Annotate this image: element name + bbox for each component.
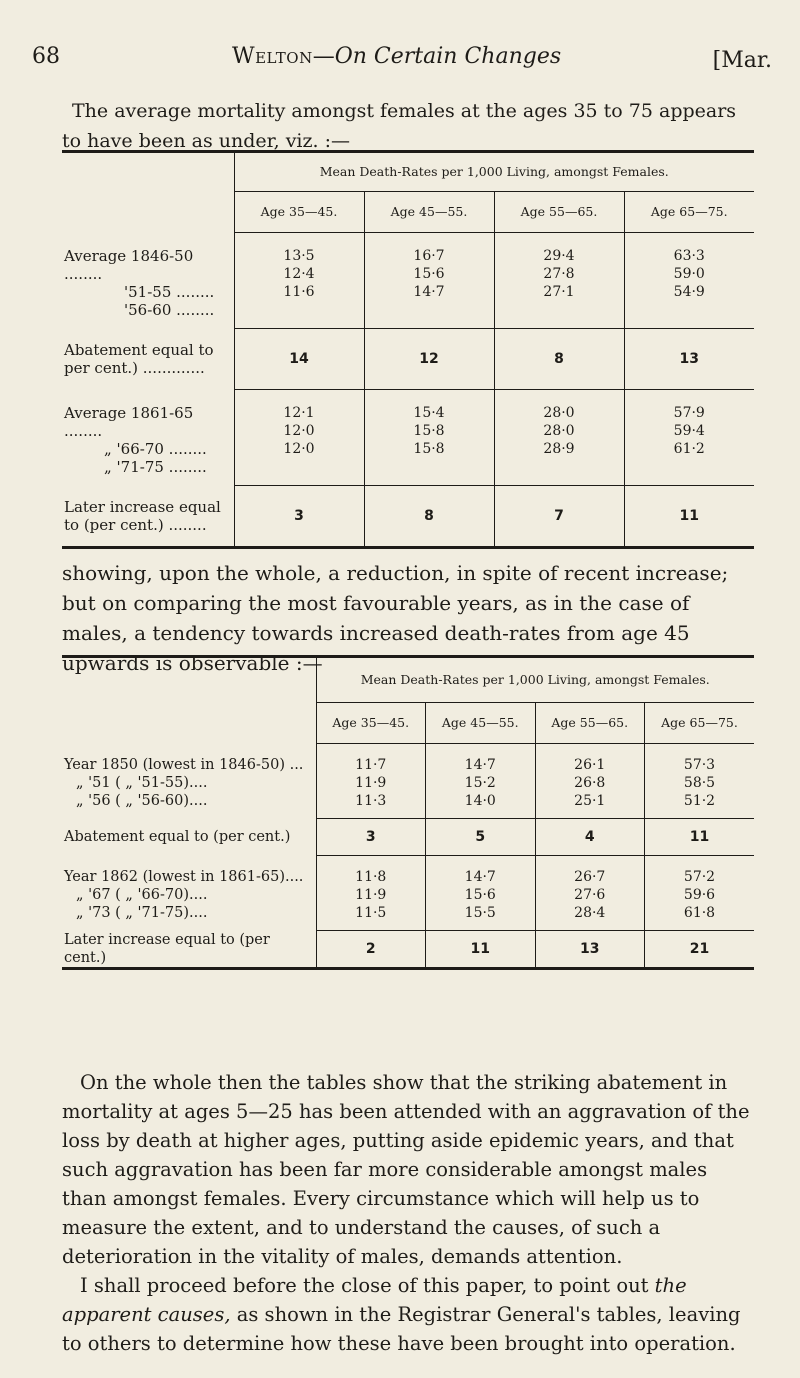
cell-value: 11 <box>624 486 754 548</box>
cell-value: 11·5 <box>355 905 387 921</box>
row-label: „ '73 ( „ '71-75).... <box>76 904 208 921</box>
cell-value: 26·8 <box>574 775 606 791</box>
row-label: Average 1861-65 ........ <box>64 403 194 440</box>
table-row <box>62 390 754 486</box>
row-label: Year 1850 (lowest in 1846-50) ... <box>64 756 304 773</box>
cell-value: 61·8 <box>683 905 716 921</box>
italic-phrase: the apparent causes, <box>62 1274 687 1326</box>
cell-value: 63·3 <box>673 248 705 264</box>
cell-value: 11·6 <box>283 284 315 300</box>
row-label: Abatement equal to (per cent.) <box>64 829 291 845</box>
column-header: Age 35—45. <box>234 192 364 233</box>
row-label: „ '71-75 ........ <box>104 457 207 476</box>
closing-text: On the whole then the tables show that the striking abatement in mortality at ages 5—25 has been attended with an aggravation of the loss by death at higher ages, putting aside epidemic years, and that such aggravation has been far more considerable amongst males than amongst females. Every circumstance which will help us to measure the extent, and to understand the causes, of such a deterioration in the vitality of males, demands attention. <box>62 1071 750 1268</box>
row-label: „ '67 ( „ '66-70).... <box>76 886 208 903</box>
cell-value: 12·0 <box>283 441 315 457</box>
row-label: '51-55 ........ <box>124 282 215 301</box>
cell-value: 13·5 <box>283 248 315 264</box>
cell-value: 11·9 <box>355 887 387 903</box>
cell-value: 29·4 <box>543 248 575 264</box>
cell-value: 25·1 <box>574 793 606 809</box>
cell-value: 11·7 <box>355 757 387 773</box>
cell-value: 11·9 <box>355 775 387 791</box>
cell-value: 12·0 <box>283 423 315 439</box>
cell-value: 13 <box>535 931 645 969</box>
cell-value: 51·2 <box>683 793 716 809</box>
cell-value: 16·7 <box>413 248 445 264</box>
row-label: Average 1846-50 ........ <box>64 246 194 283</box>
cell-value: 28·0 <box>543 405 575 421</box>
column-header: Age 55—65. <box>535 703 645 744</box>
cell-value: 58·5 <box>683 775 716 791</box>
cell-value: 26·7 <box>574 869 606 885</box>
cell-value: 11·3 <box>355 793 387 809</box>
table-row <box>62 819 754 856</box>
cell-value: 4 <box>535 819 645 856</box>
row-label: „ '66-70 ........ <box>104 439 207 458</box>
female-mortality-lowest-year-table <box>62 655 754 970</box>
column-header: Age 55—65. <box>494 192 624 233</box>
cell-value: 12·4 <box>283 266 315 282</box>
cell-value: 14·7 <box>464 869 496 885</box>
cell-value: 11 <box>645 819 755 856</box>
cell-value: 12 <box>364 329 494 390</box>
cell-value: 11 <box>426 931 536 969</box>
cell-value: 28·4 <box>574 905 606 921</box>
cell-value: 11·8 <box>355 869 387 885</box>
cell-value: 8 <box>494 329 624 390</box>
column-header: Age 65—75. <box>624 192 754 233</box>
table-row <box>62 744 754 819</box>
column-header: Age 45—55. <box>426 703 536 744</box>
cell-value: 59·4 <box>673 423 705 439</box>
closing-text-3: as shown in the Registrar General's tables, leaving to others to determine how these have been brought into operation. <box>62 1303 741 1355</box>
row-label: „ '56 ( „ '56-60).... <box>76 792 208 809</box>
column-header: Age 35—45. <box>316 703 426 744</box>
row-label: Later increase equal <box>64 497 221 516</box>
cell-value: 26·1 <box>574 757 606 773</box>
cell-value: 15·6 <box>464 887 496 903</box>
cell-value: 3 <box>234 486 364 548</box>
cell-value: 12·1 <box>283 405 315 421</box>
column-header: Age 45—55. <box>364 192 494 233</box>
running-header <box>32 44 772 84</box>
row-label: Year 1862 (lowest in 1861-65).... <box>64 868 304 885</box>
cell-value: 28·0 <box>543 423 575 439</box>
cell-value: 61·2 <box>673 441 705 457</box>
cell-value: 5 <box>426 819 536 856</box>
author-name: Welton <box>232 44 313 69</box>
cell-value: 27·6 <box>574 887 606 903</box>
cell-value: 14·0 <box>464 793 496 809</box>
cell-value: 15·4 <box>413 405 445 421</box>
cell-value: 15·5 <box>464 905 496 921</box>
row-label: to (per cent.) ........ <box>64 515 207 534</box>
table-row <box>62 486 754 548</box>
female-mortality-average-table <box>62 150 754 549</box>
cell-value: 15·6 <box>413 266 445 282</box>
running-title: Welton—On Certain Changes <box>232 44 562 69</box>
middle-paragraph: showing, upon the whole, a reduction, in spite of recent increase; but on comparing the most favourable years, as in the case of males, a tendency towards increased death-rates from age 45 upwards is observable :— <box>62 561 729 675</box>
cell-value: 15·8 <box>413 441 445 457</box>
cell-value: 57·9 <box>673 405 705 421</box>
cell-value: 57·3 <box>683 757 716 773</box>
cell-value: 15·2 <box>464 775 496 791</box>
row-label: „ '51 ( „ '51-55).... <box>76 774 208 791</box>
cell-value: 8 <box>364 486 494 548</box>
article-title: On Certain Changes <box>334 44 562 69</box>
cell-value: 14·7 <box>413 284 445 300</box>
intro-paragraph: The average mortality amongst females at the ages 35 to 75 appears to have been as under, viz. :— <box>62 100 737 152</box>
table2-caption: Mean Death-Rates per 1,000 Living, amongst Females. <box>316 657 754 703</box>
cell-value: 2 <box>316 931 426 969</box>
cell-value: 27·8 <box>543 266 575 282</box>
row-label: '56-60 ........ <box>124 300 215 319</box>
cell-value: 28·9 <box>543 441 575 457</box>
cell-value: 14 <box>234 329 364 390</box>
table1-caption: Mean Death-Rates per 1,000 Living, amongst Females. <box>234 152 754 192</box>
cell-value: 59·0 <box>673 266 705 282</box>
cell-value: 14·7 <box>464 757 496 773</box>
cell-value: 27·1 <box>543 284 575 300</box>
cell-value: 21 <box>645 931 755 969</box>
cell-value: 59·6 <box>683 887 716 903</box>
closing-paragraph <box>62 1068 752 1358</box>
closing-text-2: I shall proceed before the close of this paper, to point out <box>80 1274 655 1297</box>
row-label: per cent.) ............. <box>64 359 205 377</box>
table-row <box>62 856 754 931</box>
table-row <box>62 931 754 969</box>
table-row <box>62 233 754 329</box>
cell-value: 57·2 <box>683 869 716 885</box>
column-header: Age 65—75. <box>645 703 755 744</box>
page-number: 68 <box>32 44 60 69</box>
cell-value: 3 <box>316 819 426 856</box>
cell-value: 54·9 <box>673 284 705 300</box>
cell-value: 7 <box>494 486 624 548</box>
cell-value: 13 <box>624 329 754 390</box>
table-row <box>62 329 754 390</box>
issue-date: [Mar. <box>712 48 772 73</box>
row-label: Abatement equal to <box>64 341 214 359</box>
cell-value: 15·8 <box>413 423 445 439</box>
row-label: Later increase equal to (per cent.) <box>64 931 270 966</box>
